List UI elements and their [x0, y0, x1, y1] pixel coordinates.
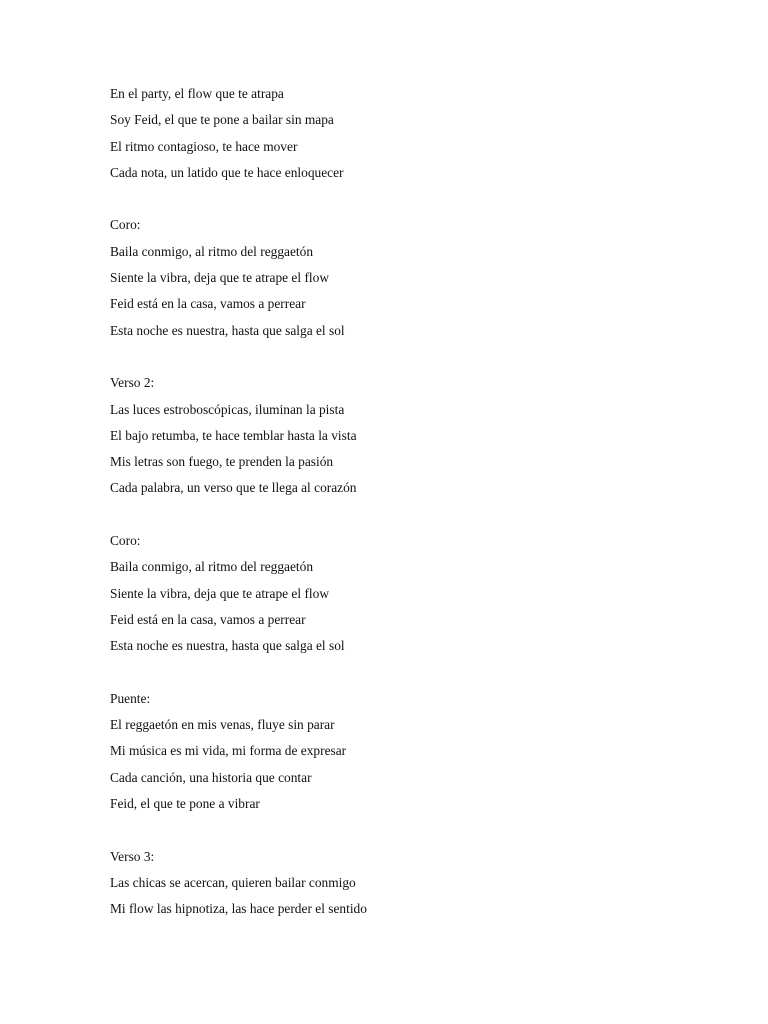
lyric-line: Feid está en la casa, vamos a perrear	[110, 296, 306, 312]
lyric-line: Mis letras son fuego, te prenden la pasión	[110, 454, 334, 470]
lyric-line: Feid está en la casa, vamos a perrear	[110, 611, 306, 627]
lyric-line: Las chicas se acercan, quieren bailar conmigo	[110, 874, 356, 890]
lyric-line: Mi flow las hipnotiza, las hace perder el sentido	[110, 901, 367, 917]
section-heading: Verso 2:	[110, 375, 155, 391]
section-heading: Verso 3:	[110, 848, 155, 864]
lyric-line: En el party, el flow que te atrapa	[110, 86, 284, 101]
lyric-line: El ritmo contagioso, te hace mover	[110, 138, 298, 154]
stanza-chorus-2	[110, 530, 710, 661]
lyrics-body	[110, 83, 710, 951]
lyric-line: El reggaetón en mis venas, fluye sin parar	[110, 717, 335, 733]
lyric-line: Las luces estroboscópicas, iluminan la pista	[110, 401, 345, 417]
lyric-line: Cada canción, una historia que contar	[110, 769, 312, 785]
section-heading: Coro:	[110, 533, 141, 549]
lyric-line: Siente la vibra, deja que te atrape el flow	[110, 270, 329, 286]
lyric-line: Siente la vibra, deja que te atrape el flow	[110, 585, 329, 601]
section-heading: Puente:	[110, 690, 151, 706]
lyric-line: Cada palabra, un verso que te llega al corazón	[110, 480, 357, 496]
stanza-verse-3	[110, 846, 710, 925]
lyric-line: Esta noche es nuestra, hasta que salga el sol	[110, 638, 345, 654]
stanza-verse-2	[110, 372, 710, 503]
section-heading: Coro:	[110, 217, 141, 233]
lyric-line: Baila conmigo, al ritmo del reggaetón	[110, 559, 314, 575]
lyric-line: Mi música es mi vida, mi forma de expresar	[110, 743, 347, 759]
lyric-line: Soy Feid, el que te pone a bailar sin mapa	[110, 112, 334, 128]
stanza-bridge	[110, 688, 710, 819]
lyric-line: Esta noche es nuestra, hasta que salga el sol	[110, 322, 345, 338]
lyric-line: El bajo retumba, te hace temblar hasta la vista	[110, 427, 357, 443]
stanza-verse-1	[110, 83, 710, 188]
lyric-line: Feid, el que te pone a vibrar	[110, 796, 260, 812]
lyric-line: Cada nota, un latido que te hace enloquecer	[110, 164, 344, 180]
lyric-line: Baila conmigo, al ritmo del reggaetón	[110, 243, 314, 259]
stanza-chorus-1	[110, 214, 710, 345]
